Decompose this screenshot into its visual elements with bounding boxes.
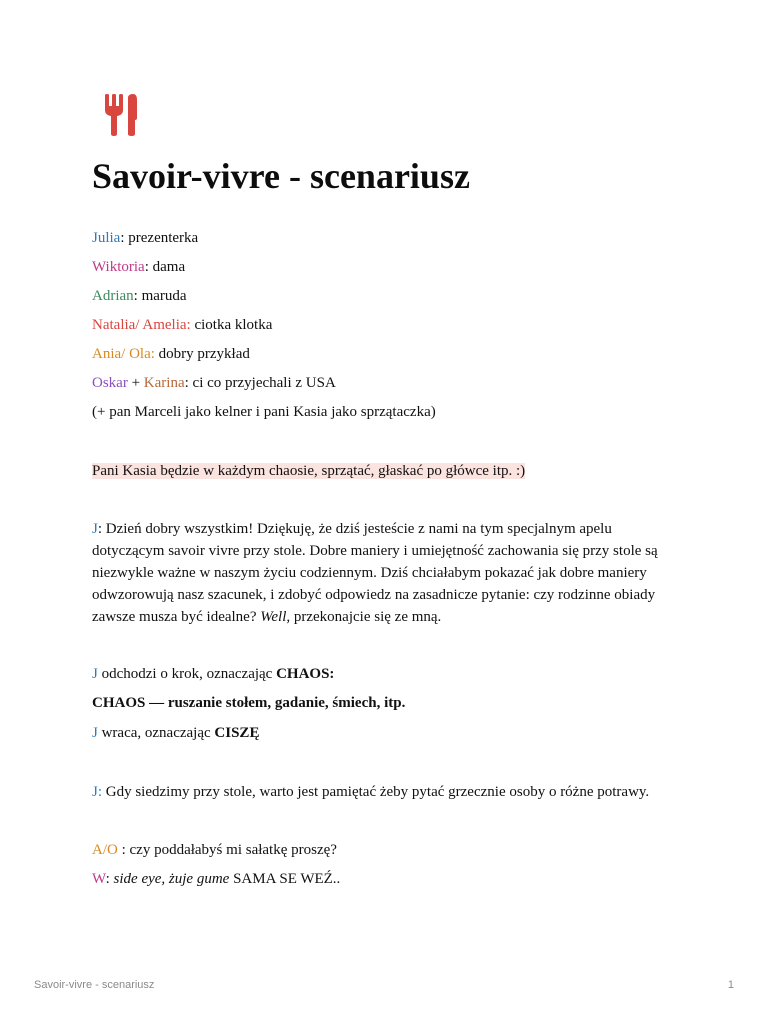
cast-line-adrian: Adrian: maruda bbox=[92, 288, 187, 304]
fork-and-knife-icon bbox=[104, 94, 138, 136]
dialogue-line-wiktoria: W: side eye, żuje gume SAMA SE WEŹ.. bbox=[92, 871, 341, 887]
page-title: Savoir-vivre - scenariusz bbox=[92, 156, 470, 196]
cast-line-natalia-amelia: Natalia/ Amelia: ciotka klotka bbox=[92, 317, 273, 333]
cast-line-ania-ola: Ania/ Ola: dobry przykład bbox=[92, 346, 250, 362]
footer-title: Savoir-vivre - scenariusz bbox=[34, 979, 155, 991]
cast-line-oskar-karina: Oskar + Karina: ci co przyjechali z USA bbox=[92, 375, 336, 391]
highlighted-note: Pani Kasia będzie w każdym chaosie, sprzątać, głaskać po główce itp. :) bbox=[92, 463, 526, 479]
stage-direction-chaos: J odchodzi o krok, oznaczając CHAOS: bbox=[92, 666, 335, 682]
stage-direction-silence: J wraca, oznaczając CISZĘ bbox=[92, 725, 260, 741]
chaos-description: CHAOS — ruszanie stołem, gadanie, śmiech, itp. bbox=[92, 695, 406, 711]
intro-paragraph: J: Dzień dobry wszystkim! Dziękuję, że dziś jesteście z nami na tym specjalnym apelu dotyczącym savoir vivre przy stole. Dobre maniery i umiejętność zachowania się przy stole są niezwykle ważne w naszym życiu codziennym. Dziś chciałabym pokazać jak dobre maniery odwzorowują nasz szacunek, i zdobyć odpowiedz na zasadnicze pytanie: czy rodzinne obiady zawsze musza być idealne? Well, przekonajcie się ze mną. bbox=[92, 521, 658, 625]
extra-cast-line: (+ pan Marceli jako kelner i pani Kasia jako sprzątaczka) bbox=[92, 404, 436, 420]
cast-line-wiktoria: Wiktoria: dama bbox=[92, 259, 186, 275]
footer-page-number: 1 bbox=[727, 979, 734, 991]
dialogue-line-julia: J: Gdy siedzimy przy stole, warto jest pamiętać żeby pytać grzecznie osoby o różne potrawy. bbox=[92, 784, 650, 800]
dialogue-line-ania-ola: A/O : czy poddałabyś mi sałatkę proszę? bbox=[92, 842, 337, 858]
cast-line-julia: Julia: prezenterka bbox=[92, 230, 199, 246]
